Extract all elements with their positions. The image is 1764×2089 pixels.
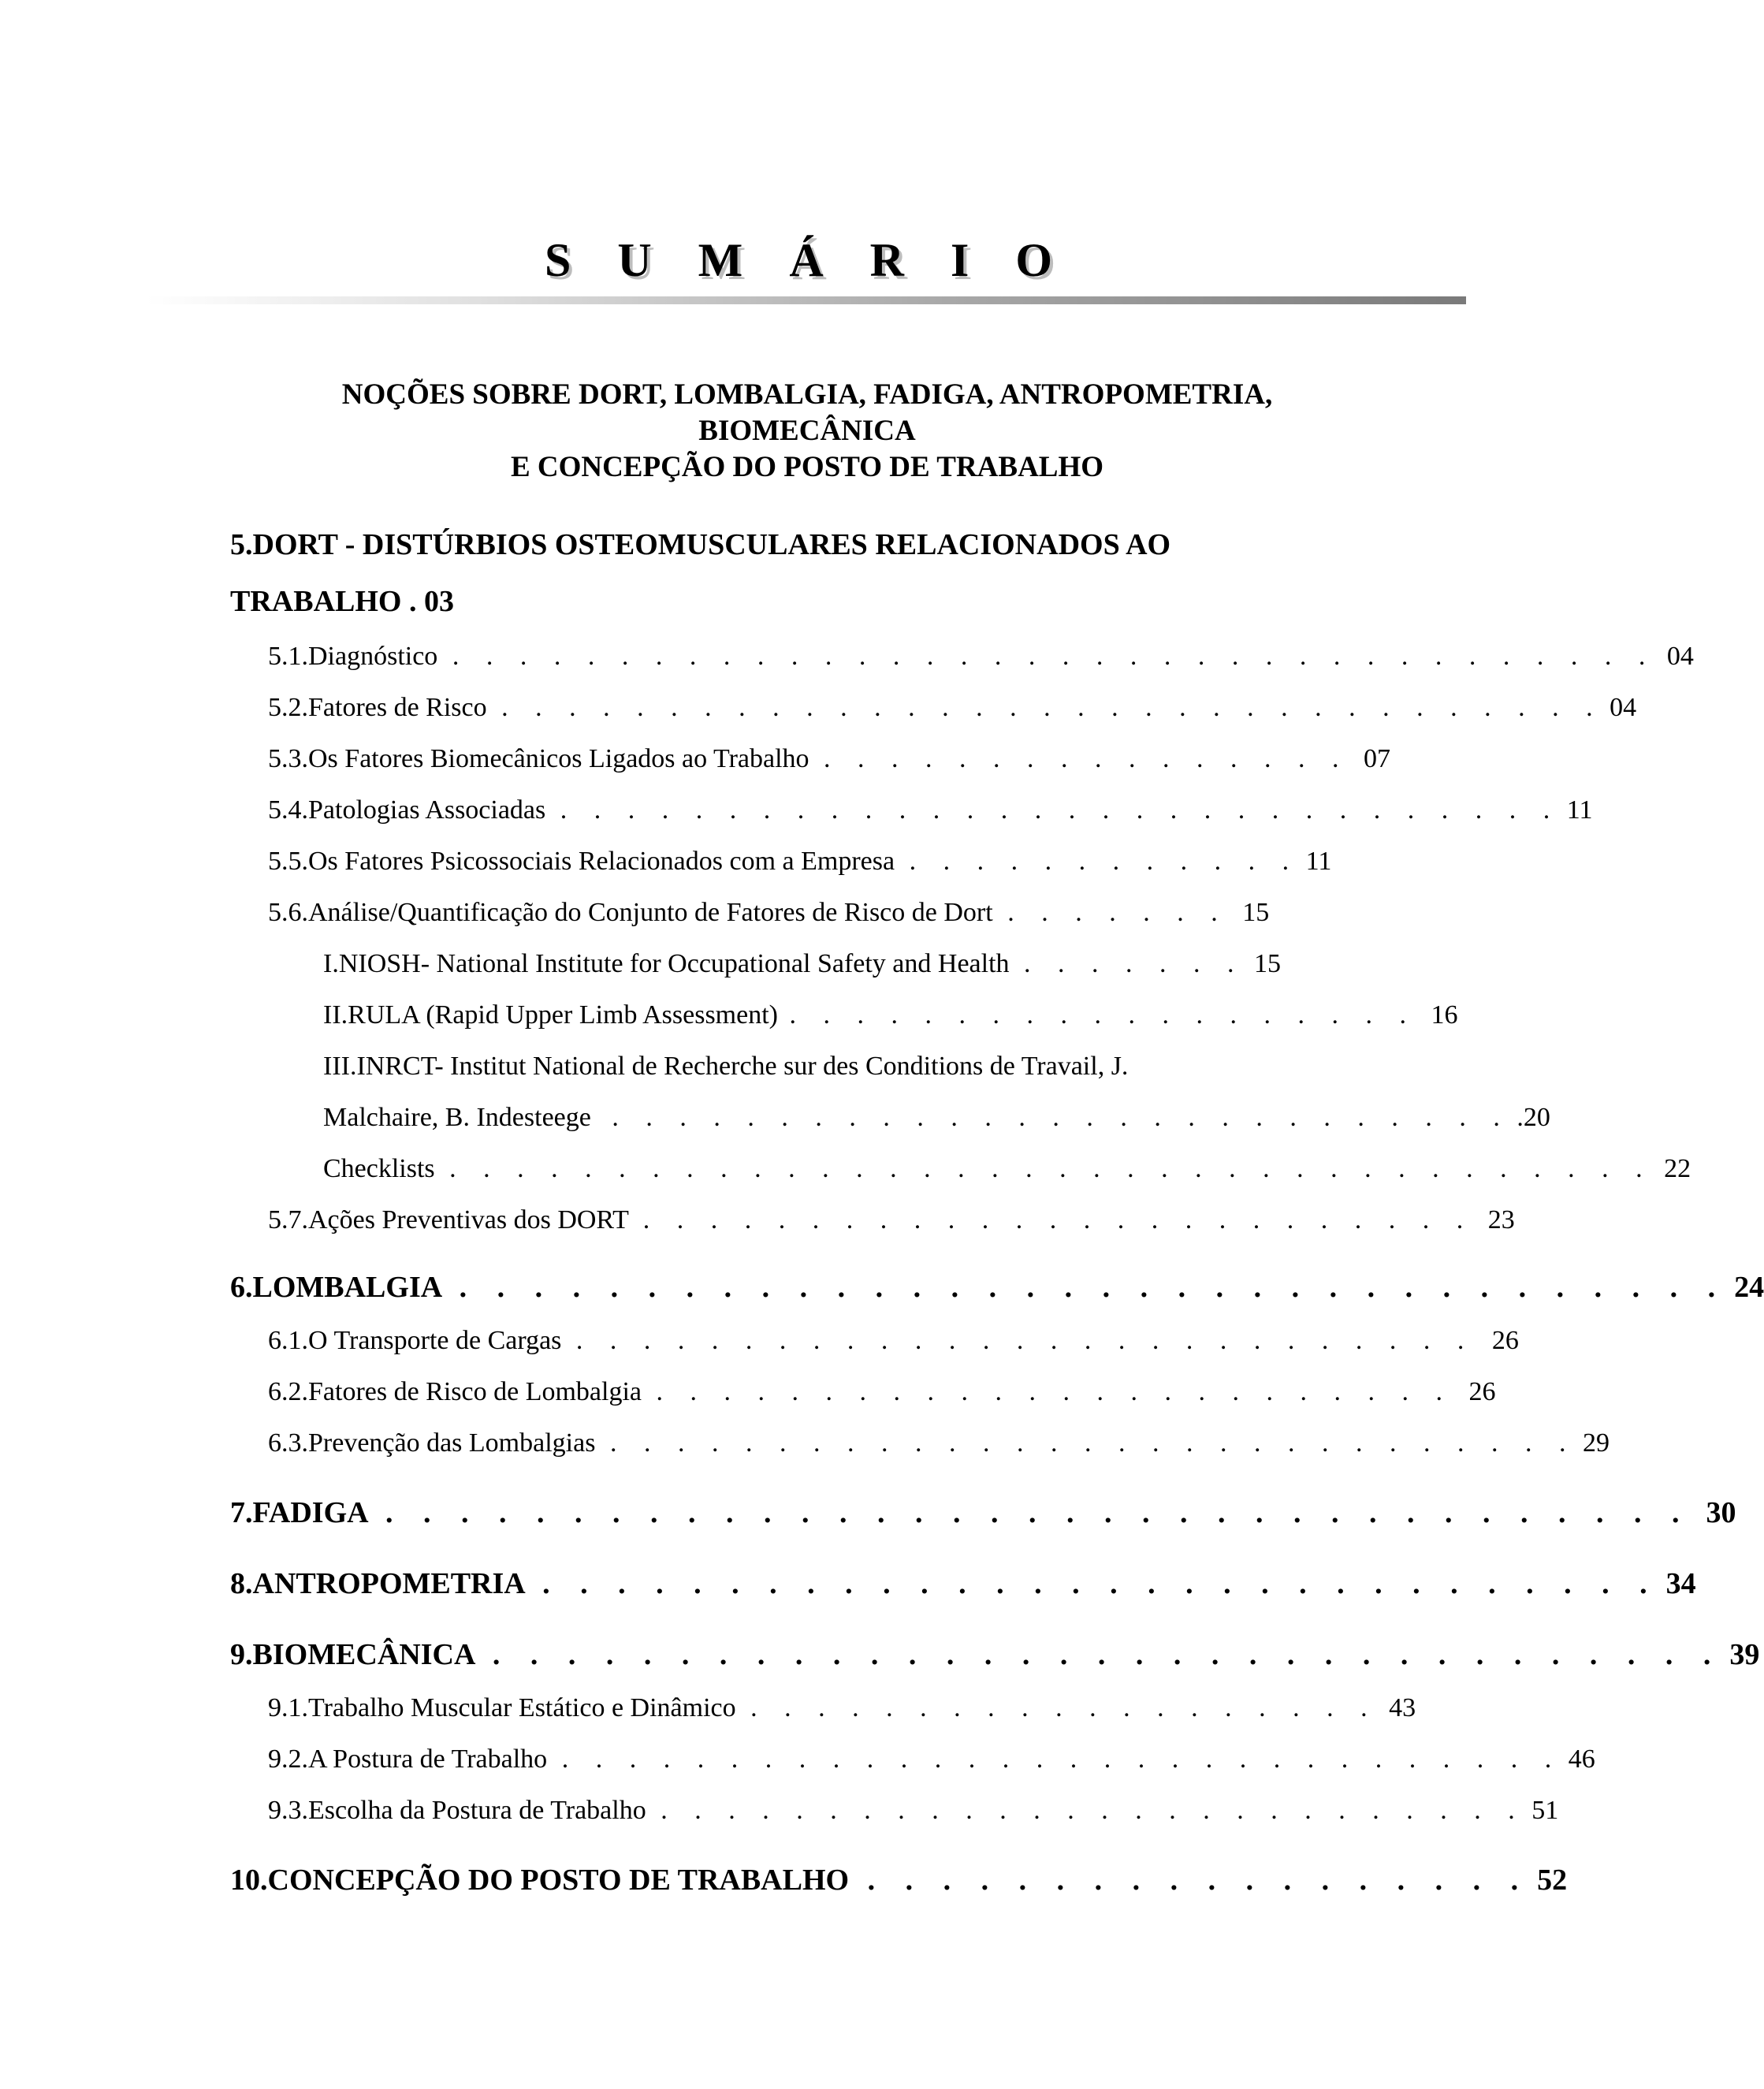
toc-entry-5-6-iii-line-1: III.INRCT- Institut National de Recherche sur des Conditions de Travail, J. — [323, 1052, 1129, 1081]
toc-entry-5-5 — [268, 848, 1331, 875]
toc-leader-dots: . . . . . . . . . . . . . . . . . . . . . . . . . . — [661, 1796, 1525, 1825]
toc-leader-dots: . . . . . . . . . . . . . . . . . . . . . . . . . . . — [612, 1103, 1510, 1132]
toc-entry-5-6-i — [323, 951, 1281, 977]
toc-entry-label: 10.CONCEPÇÃO DO POSTO DE TRABALHO — [230, 1864, 850, 1897]
toc-leader-dots: . . . . . . . . . . . . . . . . . . . . . . . . . . . . . . — [561, 1745, 1562, 1774]
toc-entry-label: 5.6.Análise/Quantificação do Conjunto de Fatores de Risco de Dort — [268, 898, 993, 927]
toc-entry-9-3 — [268, 1797, 1558, 1824]
toc-entry-label: 5.7.Ações Preventivas dos DORT — [268, 1205, 629, 1234]
toc-entry-5-6-iii-line-2 — [323, 1104, 1550, 1131]
toc-page-number: .20 — [1517, 1103, 1550, 1132]
toc-entry-label: I.NIOSH- National Institute for Occupational Safety and Health — [323, 949, 1010, 978]
title-underline-rule — [146, 296, 1466, 304]
toc-entry-label: 9.2.A Postura de Trabalho — [268, 1745, 548, 1774]
toc-entry-5-6-ii — [323, 1002, 1458, 1029]
toc-entry-5-1 — [268, 643, 1694, 670]
toc-leader-dots: . . . . . . . . . . . . . . . . . . . . . . . . . — [642, 1205, 1474, 1234]
toc-entry-5-4 — [268, 797, 1593, 824]
toc-page-number: 07 — [1364, 744, 1391, 773]
toc-entry-5-2 — [268, 694, 1636, 721]
toc-entry-checklists — [323, 1156, 1691, 1182]
toc-page-number: 29 — [1582, 1428, 1610, 1458]
toc-page-number: 23 — [1487, 1205, 1515, 1234]
toc-leader-dots: . . . . . . . . . . . . . . . . . . . — [789, 1000, 1416, 1030]
toc-leader-dots: . . . . . . . . . . . . . . . . — [824, 744, 1349, 773]
toc-entry-label: 5.5.Os Fatores Psicossociais Relacionados com a Empresa — [268, 847, 895, 876]
subtitle-line-3: E CONCEPÇÃO DO POSTO DE TRABALHO — [510, 451, 1104, 483]
toc-leader-dots: . . . . . . . . . . . . . . . . . . . . . . . . . . . . . . . . . . — [459, 1271, 1727, 1304]
toc-page-number: 26 — [1468, 1377, 1496, 1406]
document-subtitle — [0, 377, 1614, 486]
toc-entry-9-1 — [268, 1695, 1416, 1722]
toc-chapter-5-line-2: TRABALHO . 03 — [230, 585, 454, 618]
toc-entry-label: 5.2.Fatores de Risco — [268, 693, 487, 722]
toc-page-number: 24 — [1734, 1271, 1764, 1304]
toc-entry-5-3 — [268, 746, 1390, 773]
toc-chapter-10 — [230, 1865, 1567, 1895]
toc-leader-dots: . . . . . . . . . . . . . . . . . . . . . . . . . . . . . — [609, 1428, 1576, 1458]
page-title: S U M Á R I O — [544, 234, 1070, 286]
toc-page-number: 15 — [1254, 949, 1282, 978]
toc-entry-9-2 — [268, 1746, 1595, 1773]
toc-entry-6-3 — [268, 1430, 1610, 1457]
toc-entry-label: II.RULA (Rapid Upper Limb Assessment) — [323, 1000, 778, 1030]
toc-page-number: 26 — [1491, 1326, 1519, 1355]
toc-entry-label: 6.3.Prevenção das Lombalgias — [268, 1428, 596, 1458]
subtitle-line-2: BIOMECÂNICA — [698, 415, 916, 447]
toc-leader-dots: . . . . . . . . . . . . — [909, 847, 1300, 876]
toc-leader-dots: . . . . . . . . . . . . . . . . . . . . . . . . . . . . . . — [542, 1567, 1659, 1600]
toc-entry-label: 6.1.O Transporte de Cargas — [268, 1326, 562, 1355]
toc-chapter-6 — [230, 1272, 1764, 1302]
toc-leader-dots: . . . . . . . . . . . . . . . . . . . . . . . . . . . . . . . . . . . — [385, 1496, 1691, 1529]
toc-page-number: 43 — [1389, 1693, 1416, 1722]
toc-leader-dots: . . . . . . . . . . . . . . . . . . . . . . . . . . . . . . . . . . . . — [452, 642, 1656, 671]
toc-page-number: 16 — [1431, 1000, 1458, 1030]
toc-chapter-7 — [230, 1498, 1736, 1528]
toc-page-number: 51 — [1531, 1796, 1559, 1825]
toc-page-number: 34 — [1665, 1567, 1696, 1600]
toc-entry-6-1 — [268, 1328, 1519, 1354]
toc-entry-label: 9.1.Trabalho Muscular Estático e Dinâmico — [268, 1693, 736, 1722]
toc-page-number: 11 — [1566, 795, 1593, 825]
toc-page-number: 04 — [1610, 693, 1637, 722]
toc-entry-label: 5.4.Patologias Associadas — [268, 795, 546, 825]
toc-leader-dots: . . . . . . . . . . . . . . . . . . . . . . . . . . . . . . . . . — [501, 693, 1603, 722]
toc-page-number: 39 — [1729, 1638, 1760, 1671]
toc-page-number: 22 — [1664, 1154, 1691, 1183]
toc-page-number: 52 — [1537, 1864, 1568, 1897]
toc-entry-label: 8.ANTROPOMETRIA — [230, 1567, 524, 1600]
toc-entry-label: 9.3.Escolha da Postura de Trabalho — [268, 1796, 646, 1825]
toc-entry-label: Malchaire, B. Indesteege — [323, 1103, 591, 1132]
subtitle-line-1: NOÇÕES SOBRE DORT, LOMBALGIA, FADIGA, ANTROPOMETRIA, — [341, 378, 1273, 411]
toc-entry-label: 7.FADIGA — [230, 1496, 367, 1529]
toc-leader-dots: . . . . . . . . . . . . . . . . . . — [867, 1864, 1530, 1897]
toc-entry-label: Checklists — [323, 1154, 435, 1183]
toc-leader-dots: . . . . . . . . . . . . . . . . . . . — [750, 1693, 1378, 1722]
toc-leader-dots: . . . . . . . — [1007, 898, 1228, 927]
toc-entry-5-6 — [268, 899, 1269, 926]
toc-chapter-8 — [230, 1569, 1696, 1599]
toc-entry-label: 6.LOMBALGIA — [230, 1271, 441, 1304]
toc-leader-dots: . . . . . . . . . . . . . . . . . . . . . . . . . . . . . . . . . — [492, 1638, 1722, 1671]
toc-leader-dots: . . . . . . . — [1024, 949, 1245, 978]
toc-entry-6-2 — [268, 1379, 1496, 1406]
toc-leader-dots: . . . . . . . . . . . . . . . . . . . . . . . . . . . . . . . . . . . . — [449, 1154, 1653, 1183]
toc-entry-label: 9.BIOMECÂNICA — [230, 1638, 474, 1671]
toc-page-number: 46 — [1568, 1745, 1595, 1774]
toc-page-number: 11 — [1305, 847, 1332, 876]
toc-page-number: 04 — [1666, 642, 1694, 671]
toc-chapter-9 — [230, 1640, 1759, 1670]
toc-entry-label: 5.1.Diagnóstico — [268, 642, 438, 671]
toc-leader-dots: . . . . . . . . . . . . . . . . . . . . . . . . — [656, 1377, 1453, 1406]
toc-entry-label: 5.3.Os Fatores Biomecânicos Ligados ao Trabalho — [268, 744, 809, 773]
toc-chapter-5-line-1: 5.DORT - DISTÚRBIOS OSTEOMUSCULARES RELACIONADOS AO — [230, 528, 1171, 561]
toc-entry-5-7 — [268, 1207, 1515, 1234]
toc-page-number: 30 — [1706, 1496, 1736, 1529]
toc-leader-dots: . . . . . . . . . . . . . . . . . . . . . . . . . . . . . . — [560, 795, 1561, 825]
toc-leader-dots: . . . . . . . . . . . . . . . . . . . . . . . . . . . — [575, 1326, 1475, 1355]
toc-entry-label: 6.2.Fatores de Risco de Lombalgia — [268, 1377, 642, 1406]
toc-page-number: 15 — [1242, 898, 1270, 927]
